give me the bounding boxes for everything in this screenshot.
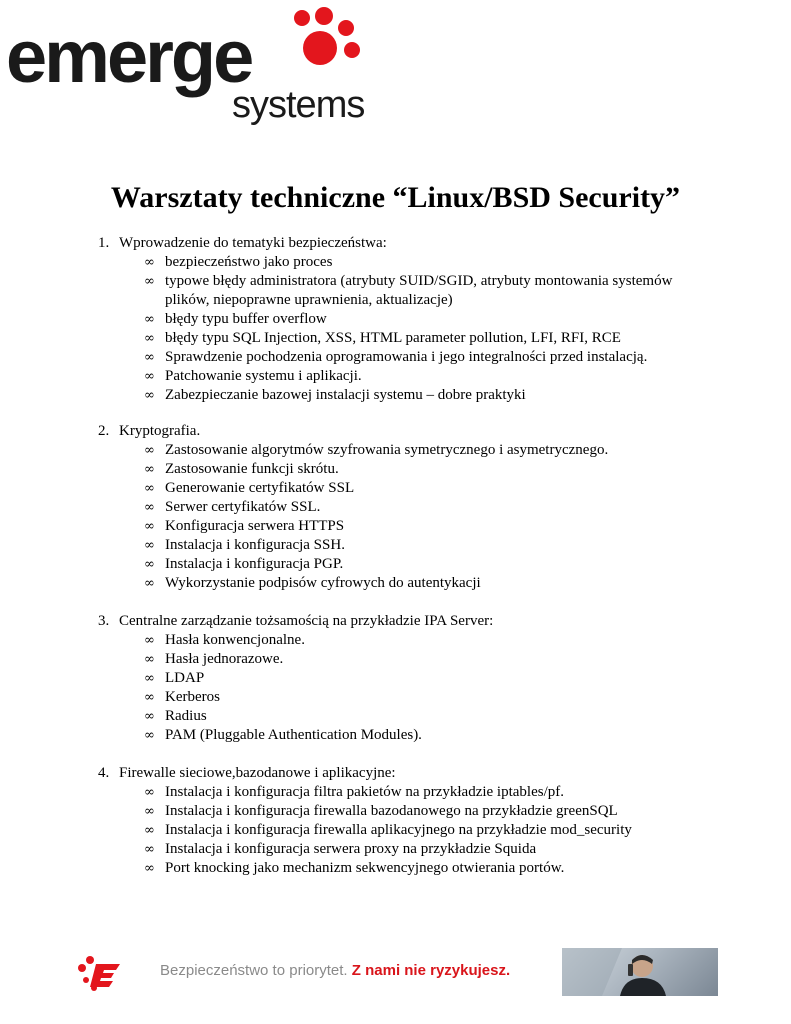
infinity-bullet-icon: ∞ xyxy=(144,443,155,458)
list-item: ∞ Instalacja i konfiguracja serwera proxy na przykładzie Squida xyxy=(144,841,537,857)
list-item: ∞ typowe błędy administratora (atrybuty SUID/SGID, atrybuty montowania systemów plików, niepoprawne uprawnienia, aktualizacje) xyxy=(144,273,673,308)
footer-banner xyxy=(70,948,718,996)
infinity-bullet-icon: ∞ xyxy=(144,861,155,876)
list-item: ∞ Instalacja i konfiguracja PGP. xyxy=(144,556,344,572)
list-item: ∞ Port knocking jako mechanizm sekwencyjnego otwierania portów. xyxy=(144,860,565,876)
section-title: Kryptografia. xyxy=(119,423,201,439)
infinity-bullet-icon: ∞ xyxy=(144,481,155,496)
list-item: ∞ bezpieczeństwo jako proces xyxy=(144,254,333,270)
infinity-bullet-icon: ∞ xyxy=(144,709,155,724)
emerge-systems-logo xyxy=(6,6,366,124)
list-item: ∞ Wykorzystanie podpisów cyfrowych do autentykacji xyxy=(144,575,481,591)
list-item: ∞ Hasła jednorazowe. xyxy=(144,651,284,667)
list-item: ∞ Instalacja i konfiguracja firewalla aplikacyjnego na przykładzie mod_security xyxy=(144,822,632,838)
section-heading xyxy=(98,764,738,783)
infinity-bullet-icon: ∞ xyxy=(144,312,155,327)
logo-wordmark: emerge xyxy=(6,15,252,98)
infinity-bullet-icon: ∞ xyxy=(144,842,155,857)
infinity-bullet-icon: ∞ xyxy=(144,785,155,800)
section-title: Wprowadzenie do tematyki bezpieczeństwa: xyxy=(119,235,387,251)
document-title: Warsztaty techniczne “Linux/BSD Security” xyxy=(110,181,681,214)
infinity-bullet-icon: ∞ xyxy=(144,690,155,705)
section-items xyxy=(98,441,738,593)
infinity-bullet-icon: ∞ xyxy=(144,462,155,477)
section-firewalls xyxy=(98,764,738,878)
section-items xyxy=(98,783,738,878)
list-item: ∞ błędy typu buffer overflow xyxy=(144,311,327,327)
list-item: ∞ LDAP xyxy=(144,670,205,686)
section-heading xyxy=(98,234,738,253)
list-item: ∞ Sprawdzenie pochodzenia oprogramowania i jego integralności przed instalacją. xyxy=(144,349,648,365)
section-title: Centralne zarządzanie tożsamością na przykładzie IPA Server: xyxy=(119,613,494,629)
infinity-bullet-icon: ∞ xyxy=(144,671,155,686)
infinity-bullet-icon: ∞ xyxy=(144,369,155,384)
infinity-bullet-icon: ∞ xyxy=(144,255,155,270)
infinity-bullet-icon: ∞ xyxy=(144,633,155,648)
list-item: ∞ Instalacja i konfiguracja firewalla bazodanowego na przykładzie greenSQL xyxy=(144,803,618,819)
infinity-bullet-icon: ∞ xyxy=(144,823,155,838)
emerge-mark-icon xyxy=(76,954,122,992)
section-items xyxy=(98,631,738,745)
section-identity-management xyxy=(98,612,738,745)
list-item: ∞ Hasła konwencjonalne. xyxy=(144,632,305,648)
list-item: ∞ Instalacja i konfiguracja filtra pakietów na przykładzie iptables/pf. xyxy=(144,784,565,800)
list-item: ∞ Zastosowanie algorytmów szyfrowania symetrycznego i asymetrycznego. xyxy=(144,442,609,458)
list-item: ∞ Konfiguracja serwera HTTPS xyxy=(144,518,345,534)
person-on-phone-icon xyxy=(562,948,718,996)
slogan-priority: Bezpieczeństwo to priorytet. xyxy=(160,962,348,979)
infinity-bullet-icon: ∞ xyxy=(144,500,155,515)
paw-print-icon xyxy=(276,6,366,86)
list-item: ∞ Radius xyxy=(144,708,207,724)
section-number: 1. xyxy=(98,235,110,251)
section-cryptography xyxy=(98,422,738,593)
section-heading xyxy=(98,422,738,441)
infinity-bullet-icon: ∞ xyxy=(144,728,155,743)
infinity-bullet-icon: ∞ xyxy=(144,388,155,403)
list-item: ∞ Zastosowanie funkcji skrótu. xyxy=(144,461,339,477)
section-items xyxy=(98,253,738,405)
section-introduction xyxy=(98,234,738,405)
section-number: 4. xyxy=(98,765,110,781)
logo-subtitle: systems xyxy=(232,84,365,126)
infinity-bullet-icon: ∞ xyxy=(144,557,155,572)
list-item: ∞ PAM (Pluggable Authentication Modules). xyxy=(144,727,422,743)
infinity-bullet-icon: ∞ xyxy=(144,538,155,553)
footer-slogan xyxy=(160,962,510,979)
infinity-bullet-icon: ∞ xyxy=(144,804,155,819)
infinity-bullet-icon: ∞ xyxy=(144,576,155,591)
infinity-bullet-icon: ∞ xyxy=(144,274,155,289)
list-item: ∞ Zabezpieczanie bazowej instalacji systemu – dobre praktyki xyxy=(144,387,526,403)
list-item: ∞ Patchowanie systemu i aplikacji. xyxy=(144,368,362,384)
list-item: ∞ błędy typu SQL Injection, XSS, HTML parameter pollution, LFI, RFI, RCE xyxy=(144,330,621,346)
list-item: ∞ Serwer certyfikatów SSL. xyxy=(144,499,321,515)
section-number: 2. xyxy=(98,423,110,439)
businessman-photo xyxy=(562,948,718,996)
section-number: 3. xyxy=(98,613,110,629)
infinity-bullet-icon: ∞ xyxy=(144,652,155,667)
section-title: Firewalle sieciowe,bazodanowe i aplikacyjne: xyxy=(119,765,396,781)
section-heading xyxy=(98,612,738,631)
list-item: ∞ Generowanie certyfikatów SSL xyxy=(144,480,355,496)
infinity-bullet-icon: ∞ xyxy=(144,519,155,534)
infinity-bullet-icon: ∞ xyxy=(144,350,155,365)
list-item: ∞ Kerberos xyxy=(144,689,220,705)
list-item: ∞ Instalacja i konfiguracja SSH. xyxy=(144,537,345,553)
slogan-no-risk: Z nami nie ryzykujesz. xyxy=(351,962,511,979)
infinity-bullet-icon: ∞ xyxy=(144,331,155,346)
